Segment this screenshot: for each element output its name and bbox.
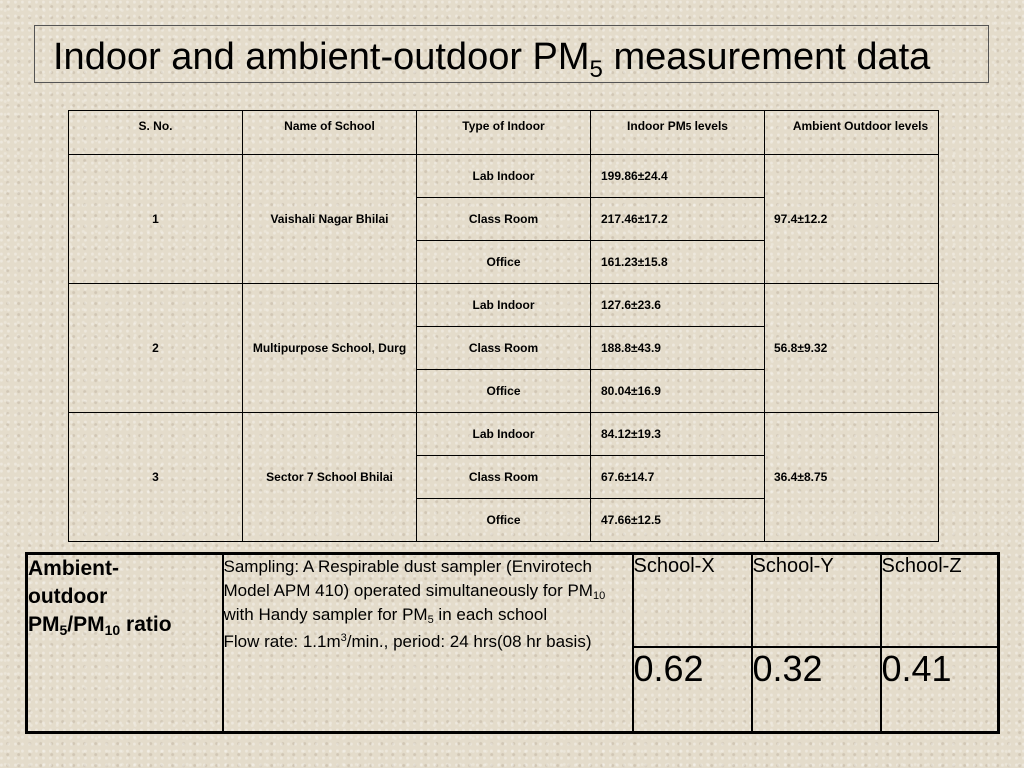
measurement-table — [68, 110, 939, 542]
cell-type: Class Room — [417, 198, 591, 241]
table-row — [69, 284, 939, 327]
header-indoor-sub: 5 — [685, 122, 692, 133]
ratio-label-tail: ratio — [120, 613, 172, 636]
school-x-ratio: 0.62 — [633, 647, 752, 733]
header-indoor-levels — [591, 111, 765, 155]
school-x-header: School-X — [633, 554, 752, 647]
header-ambient: Ambient Outdoor levels — [765, 111, 939, 155]
school-y-header: School-Y — [752, 554, 881, 647]
school-z-ratio: 0.41 — [881, 647, 999, 733]
ratio-label-pm: PM — [28, 613, 60, 636]
cell-type: Lab Indoor — [417, 284, 591, 327]
page-title — [53, 36, 931, 83]
cell-type: Office — [417, 370, 591, 413]
ratio-header-row — [27, 554, 999, 647]
table-row — [69, 413, 939, 456]
cell-sno: 1 — [69, 155, 243, 284]
sampling-paragraph — [224, 555, 632, 627]
cell-ambient: 97.4±12.2 — [765, 155, 939, 284]
cell-school-name: Multipurpose School, Durg — [243, 284, 417, 413]
cell-indoor-level: 80.04±16.9 — [591, 370, 765, 413]
cell-type: Office — [417, 499, 591, 542]
cell-indoor-level: 161.23±15.8 — [591, 241, 765, 284]
header-sno: S. No. — [69, 111, 243, 155]
ratio-label-line1: Ambient- — [28, 557, 119, 580]
sampling-text: Sampling: A Respirable dust sampler (Envirotech Model APM 410) operated simultaneously for PM — [223, 557, 593, 600]
title-text-suffix: measurement data — [602, 36, 931, 78]
sampling-description — [223, 554, 633, 733]
cell-ambient: 56.8±9.32 — [765, 284, 939, 413]
ratio-label-pm10-sub: 10 — [104, 622, 121, 638]
cell-indoor-level: 84.12±19.3 — [591, 413, 765, 456]
flow-sup: 3 — [340, 632, 347, 644]
flow-text: Flow rate: 1.1m — [223, 632, 341, 651]
cell-type: Class Room — [417, 456, 591, 499]
cell-indoor-level: 67.6±14.7 — [591, 456, 765, 499]
cell-indoor-level: 47.66±12.5 — [591, 499, 765, 542]
ratio-label-pm5-sub: 5 — [59, 622, 68, 638]
cell-sno: 3 — [69, 413, 243, 542]
title-box — [34, 25, 989, 83]
flow-rate-paragraph — [224, 630, 632, 654]
cell-type: Lab Indoor — [417, 155, 591, 198]
sampling-text-3: in each school — [433, 605, 548, 624]
school-y-ratio: 0.32 — [752, 647, 881, 733]
flow-text-2: /min., period: 24 hrs(08 hr basis) — [346, 632, 592, 651]
table-row — [69, 155, 939, 198]
table-header-row — [69, 111, 939, 155]
cell-ambient: 36.4±8.75 — [765, 413, 939, 542]
ratio-label-line2: outdoor — [28, 585, 108, 608]
sampling-text-2: with Handy sampler for PM — [223, 605, 428, 624]
ratio-label-slash: /PM — [67, 613, 105, 636]
cell-type: Office — [417, 241, 591, 284]
title-text: Indoor and ambient-outdoor PM — [53, 36, 590, 78]
ratio-label — [27, 554, 223, 733]
cell-school-name: Vaishali Nagar Bhilai — [243, 155, 417, 284]
ratio-table — [25, 552, 1000, 734]
cell-school-name: Sector 7 School Bhilai — [243, 413, 417, 542]
cell-indoor-level: 217.46±17.2 — [591, 198, 765, 241]
title-subscript: 5 — [589, 56, 603, 83]
sampling-sub-pm10: 10 — [592, 590, 606, 602]
cell-type: Lab Indoor — [417, 413, 591, 456]
cell-indoor-level: 127.6±23.6 — [591, 284, 765, 327]
header-school: Name of School — [243, 111, 417, 155]
sampling-sub-pm5: 5 — [427, 614, 434, 626]
header-indoor-suffix: levels — [691, 119, 728, 133]
header-type: Type of Indoor — [417, 111, 591, 155]
cell-indoor-level: 188.8±43.9 — [591, 327, 765, 370]
cell-sno: 2 — [69, 284, 243, 413]
cell-indoor-level: 199.86±24.4 — [591, 155, 765, 198]
school-z-header: School-Z — [881, 554, 999, 647]
cell-type: Class Room — [417, 327, 591, 370]
header-indoor-text: Indoor PM — [627, 119, 686, 133]
